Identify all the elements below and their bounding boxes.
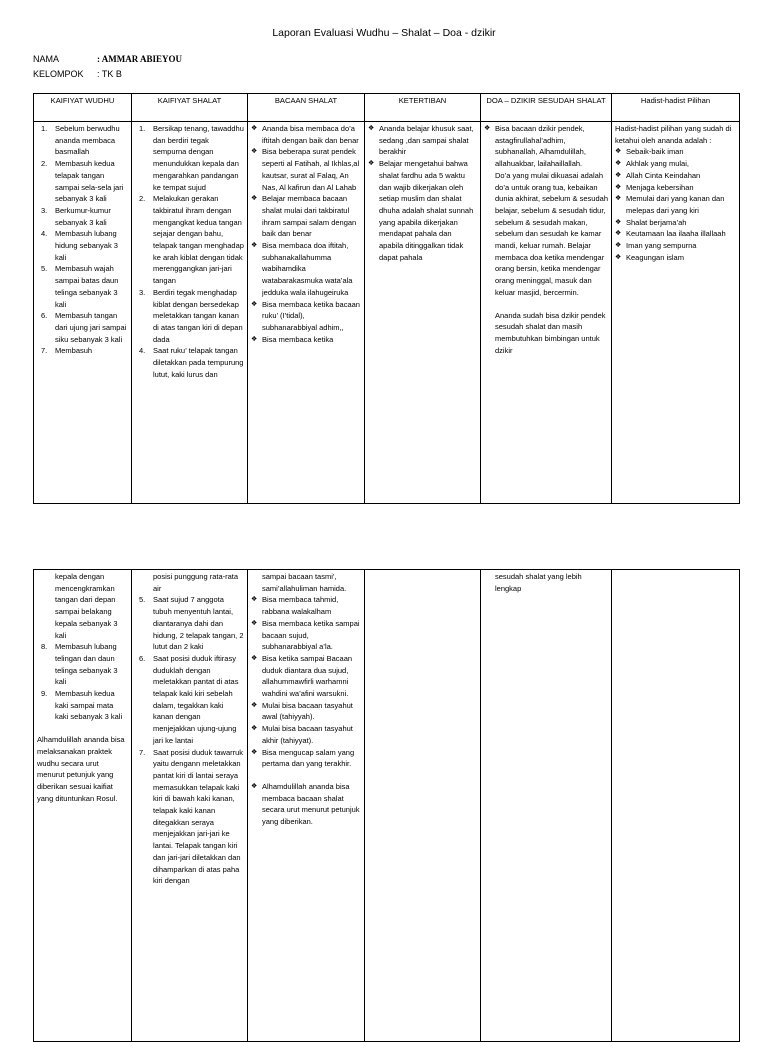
diamond-bullet-icon: ❖ [615,242,622,250]
list-item [251,700,361,723]
bacaan-cell [248,122,365,504]
bacaan-continuation: sampai bacaan tasmi’, sami’allahuliman hamida. [262,572,347,593]
wudhu-list [37,123,128,357]
item-number: 6. [41,311,48,321]
item-text: Membasuh kedua kaki sampai mata kaki sebanyak 3 kali [55,689,123,722]
shalat-cell [132,122,248,504]
item-text: Membasuh [55,346,93,356]
item-text: Membasuh wajah sampai batas daun telinga sebanyak 3 kali [55,264,119,309]
item-number: 2. [139,194,146,204]
list-item [135,287,244,346]
item-text: Membasuh kedua telapak tangan sampai sela-sela jari sebanyak 3 kali [55,159,124,204]
item-text: Keagungan islam [626,252,684,262]
item-number: 7. [139,747,146,757]
list-item [251,747,361,770]
list-item [251,618,361,653]
item-text: Membasuh tangan dari ujung jari sampai siku sebanyak 3 kali [55,311,127,344]
list-item [251,193,361,240]
item-text: Akhlak yang mulai, [626,159,689,169]
shalat-list-cont [135,594,244,887]
doa-list [484,123,608,170]
header-kaifiyat-shalat: KAIFIYAT SHALAT [132,94,248,122]
list-item: ❖ Alhamdulillah ananda bisa membaca bacaan shalat secara urut menurut petunjuk yang diberikan. [251,781,360,827]
list-item [251,123,361,146]
list-item [37,641,128,688]
list-item [251,594,361,617]
item-text: Mulai bisa bacaan tasyahut awal (tahiyyah). [262,700,353,722]
nama-value: : AMMAR ABIEYOU [97,54,182,64]
list-item [251,299,361,334]
list-item [135,747,244,887]
diamond-bullet-icon: ❖ [251,242,258,250]
list-item [37,688,128,723]
item-number: 7. [41,346,48,356]
doa-paragraph-2: Ananda sudah bisa dzikir pendek sesudah shalat dan masih membutuhkan bimbingan untuk dzikir [495,310,606,355]
list-item [37,345,128,357]
item-number: 2. [41,159,48,169]
diamond-bullet-icon: ❖ [251,748,258,756]
item-text: Sebaik-baik iman [626,147,684,157]
list-item [135,594,244,653]
list-item [37,228,128,263]
nama-label: NAMA [33,54,60,64]
list-item [615,240,736,252]
shalat-cell-cont [132,570,248,1042]
list-item [368,158,477,263]
item-text: Ananda bisa membaca do’a iftitah dengan baik dan benar [262,124,359,145]
hadist-cell-cont [612,570,740,1042]
nama-row [33,54,182,64]
diamond-bullet-icon: ❖ [615,195,622,203]
item-text: Belajar mengetahui bahwa shalat fardhu ada 5 waktu dan wajib dikerjakan oleh setiap muslim dan shalat dhuha adalah shalat sunnah yang apabila dikerjakan mendapat pahala dan apabila ditinggalkan tidak dapat pahala [379,159,474,262]
doa-paragraph-1: Do’a yang mulai dikuasai adalah do’a untuk orang tua, kebaikan dunia akhirat, sebelum & sesudah belajar, sebelum & sesudah tidur, sebelum & sesudah makan, sebelum dan sesudah ke kamar mandi, keluar rumah. Belajar membaca doa ketika mendengar orang bersin, ketika mendengar orang meninggal, masuk dan keluar masjid, bercermin. [495,170,608,297]
diamond-bullet-icon: ❖ [368,125,375,132]
item-text: Membasuh lubang telingan dan daun telinga sebanyak 3 kali [55,642,118,687]
item-number: 3. [139,287,146,297]
item-text: Mulai bisa bacaan tasyahut akhir (tahiyyat). [262,724,353,745]
diamond-bullet-icon: ❖ [615,160,622,168]
list-item [615,252,736,264]
item-text: Shalat berjama’ah [626,217,687,227]
list-item [135,653,244,747]
page-title: Laporan Evaluasi Wudhu – Shalat – Doa - dzikir [272,27,496,39]
diamond-bullet-icon: ❖ [251,725,258,733]
item-number: 4. [139,346,146,356]
item-text: Membasuh lubang hidung sebanyak 3 kali [55,229,118,262]
diamond-bullet-icon: ❖ [251,148,258,156]
shalat-continuation: posisi punggung rata-rata air [153,572,239,593]
item-text: Bisa membaca ketika sampai bacaan sujud, subhanarabbiyal a’la. [262,618,360,652]
diamond-bullet-icon: ❖ [251,654,258,662]
header-kaifiyat-wudhu: KAIFIYAT WUDHU [34,94,132,122]
item-text: Memulai dari yang kanan dan melepas dari yang kiri [626,194,725,215]
item-text: Bisa membaca ketika [262,334,334,344]
diamond-bullet-icon: ❖ [251,335,258,343]
item-text: Sebelum berwudhu ananda membaca basmallah [55,124,120,157]
header-hadist: Hadist-hadist Pilihan [612,94,740,122]
doa-continuation: sesudah shalat yang lebih lengkap [495,572,582,593]
hadist-intro: Hadist-hadist pilihan yang sudah di ketahui oleh ananda adalah : [615,124,732,145]
item-number: 1. [139,124,146,133]
bacaan-list-cont [251,594,361,770]
list-item [368,123,477,158]
item-text: Allah Cinta Keindahan [626,170,701,180]
list-item [135,345,244,380]
diamond-bullet-icon: ❖ [615,148,622,156]
wudhu-closing: Alhamdulillah ananda bisa melaksanakan praktek wudhu secara urut menurut petunjuk yang diberikan sesuai kaifiat yang dituntunkan Rosul. [37,735,125,803]
item-text: Bisa beberapa surat pendek seperti al Fatihah, al Ikhlas,al kautsar, surat al Falaq, An Nas, Al kafirun dan Al Lahab [262,147,360,192]
item-text: Saat ruku’ telapak tangan diletakkan pada tempurung lutut, kaki lurus dan [153,346,244,379]
list-item [251,240,361,299]
list-item [615,182,736,194]
wudhu-cell-cont [34,570,132,1042]
list-item [615,217,736,229]
item-text: Menjaga kebersihan [626,182,694,192]
item-text: Bersikap tenang, tawaddhu dan berdiri tegak sempurna dengan menundukkan kepala dan mengarahkan pandangan ke tempat sujud [153,124,244,192]
item-number: 4. [41,229,48,239]
item-text: Bisa membaca ketika bacaan ruku’ (I’tidal), subhanarabbiyal adhim,, [262,299,360,332]
diamond-bullet-icon: ❖ [251,125,258,132]
item-text: Bisa mengucap salam yang pertama dan yang terakhir. [262,747,355,769]
list-item [615,228,736,240]
item-text: Belajar membaca bacaan shalat mulai dari takbiratul ihram sampai salam dengan baik dan benar [262,194,357,239]
list-item [615,170,736,182]
hadist-list [615,146,736,263]
item-text: Iman yang sempurna [626,241,697,251]
doa-cell [481,122,612,504]
diamond-bullet-icon: ❖ [615,171,622,179]
kelompok-row [33,69,122,79]
item-number: 3. [41,205,48,215]
diamond-bullet-icon: ❖ [615,253,622,261]
shalat-list [135,123,244,380]
wudhu-continuation: kepala dengan mencengkramkan tangan dari depan sampai belakang kepala sebanyak 3 kali [55,572,118,640]
diamond-bullet-icon: ❖ [251,300,258,308]
header-ketertiban: KETERTIBAN [365,94,481,122]
list-item [37,123,128,158]
ketertiban-cell-cont [365,570,481,1042]
list-item [251,334,361,346]
list-item [37,158,128,205]
item-text: Saat posisi duduk iftirasy duduklah dengan meletakkan pantat di atas telapak kaki kiri sebelah dalam, tegakkan kaki kanan dengan menjejakkan ujung-ujung jari ke lantai [153,653,239,745]
kelompok-label: KELOMPOK [33,69,84,79]
wudhu-list-cont [37,641,128,723]
list-item [135,123,244,193]
kelompok-value: : TK B [97,69,122,79]
list-item [615,193,736,216]
diamond-bullet-icon: ❖ [368,160,375,168]
list-item [37,263,128,310]
diamond-bullet-icon: ❖ [615,218,622,226]
header-doa-dzikir: DOA – DZIKIR SESUDAH SHALAT [481,94,612,122]
item-text: Keutamaan laa ilaaha illallaah [626,229,726,239]
item-number: 5. [139,595,146,605]
item-number: 8. [41,642,48,652]
ketertiban-list [368,123,477,263]
item-text: Berdiri tegak menghadap kiblat dengan bersedekap meletakkan tangan kanan di atas tangan kiri di depan dada [153,287,243,344]
item-text: Bisa membaca doa iftitah, subhanakallahumma wabihamdika watabarakasmuka wata’ala jedduka wala ilahugeiruka [262,241,353,297]
diamond-bullet-icon: ❖ [251,195,258,203]
diamond-bullet-icon: ❖ [251,596,258,604]
list-item: ❖ Bisa bacaan dzikir pendek, astagfirullahal’adhim, subhanallah, Alhamdulillah, allahuakbar, lailahaillallah. [484,123,608,170]
item-text: Saat sujud 7 anggota tubuh menyentuh lantai, diantaranya dahi dan hidung, 2 telapak tangan, 2 lutut dan 2 kaki [153,595,244,652]
header-bacaan-shalat: BACAAN SHALAT [248,94,365,122]
diamond-bullet-icon: ❖ [615,183,622,191]
doa-bullet-text: Bisa bacaan dzikir pendek, astagfirullahal’adhim, subhanallah, Alhamdulillah, allahuakbar, lailahaillallah. [495,124,586,169]
item-text: Bisa ketika sampai Bacaan duduk diantara dua sujud, allahummawfirli warhamni wahdini wa’afini warsukni. [262,653,353,699]
evaluation-table-page-1 [33,93,740,504]
list-item [37,205,128,228]
list-item [615,158,736,170]
diamond-bullet-icon: ❖ [615,230,622,238]
bacaan-list [251,123,361,345]
item-number: 9. [41,689,48,699]
list-item [251,653,361,700]
item-text: Melakukan gerakan takbiratul ihram dengan mengangkat kedua tangan sejajar dengan bahu, telapak tangan menghadap ke arah kiblat dengan tidak merenggangkan jari-jari tangan [153,194,244,286]
list-item [615,146,736,158]
bacaan-closing-list [251,781,361,828]
item-number: 6. [139,653,146,663]
doa-cell-cont [481,570,612,1042]
ketertiban-cell [365,122,481,504]
item-text: Ananda belajar khusuk saat, sedang ,dan sampai shalat berakhir [379,124,474,157]
wudhu-cell [34,122,132,504]
list-item [37,310,128,345]
list-item [251,723,361,746]
list-item [135,193,244,287]
item-number: 1. [41,124,48,133]
list-item [251,146,361,193]
diamond-bullet-icon: ❖ [251,701,258,709]
evaluation-table-page-2 [33,569,740,1042]
item-text: Saat posisi duduk tawarruk yaitu dengann meletakkan pantat kiri di lantai seraya memasukkan telapak kaki kiri di bawah kaki kanan, telapak kaki kanan ditegakkan seraya menjejakkan jari-jari ke lantai. Telapak tangan kiri dan jari-jari diletakkan dan dihamparkan di atas paha kiri dengan [153,747,244,886]
hadist-cell [612,122,740,504]
diamond-bullet-icon: ❖ [251,619,258,627]
bacaan-cell-cont [248,570,365,1042]
item-number: 5. [41,264,48,274]
item-text: Berkumur-kumur sebanyak 3 kali [55,205,111,227]
bacaan-closing: Alhamdulillah ananda bisa membaca bacaan shalat secara urut menurut petunjuk yang diberikan. [262,781,360,827]
item-text: Bisa membaca tahmid, rabbana walakalham [262,595,339,617]
